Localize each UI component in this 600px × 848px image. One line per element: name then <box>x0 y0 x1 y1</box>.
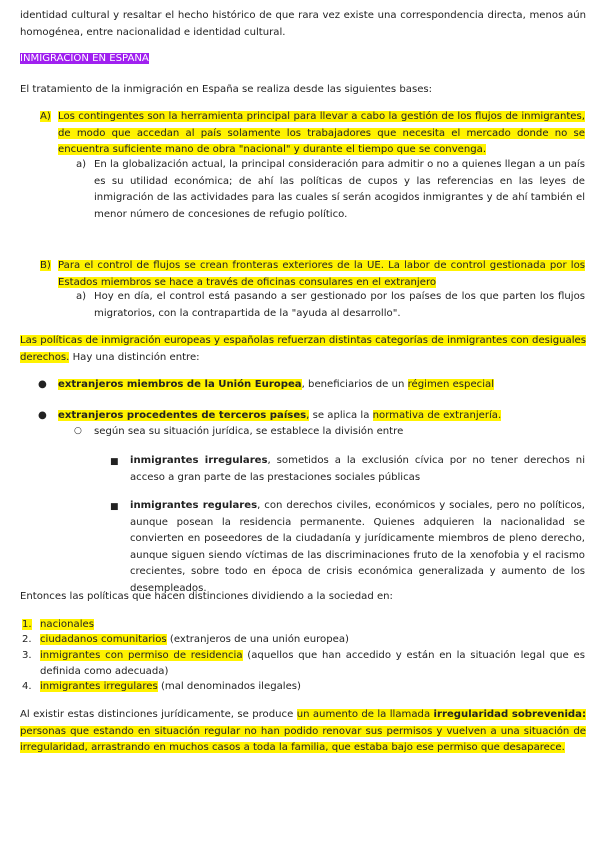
bullet-1-mid: , beneficiarios de un <box>301 379 408 390</box>
square-bullet-1: ■ <box>110 457 119 467</box>
politicas-paragraph <box>20 333 586 366</box>
bullet-1-dot: ● <box>38 379 47 390</box>
num-2-highlight: ciudadanos comunitarios <box>40 634 167 645</box>
bullet-2 <box>58 408 501 424</box>
num-2-marker: 2. <box>22 634 32 645</box>
bullet-2-comma: , <box>306 410 310 421</box>
item-a-text <box>58 109 585 159</box>
bullet-1-highlight: régimen especial <box>407 379 495 390</box>
politicas-rest: Hay una distinción entre: <box>69 351 200 363</box>
item-a-highlight: Los contingentes son la herramienta principal para llevar a cabo la gestión de los flujos de inmigrantes, de modo que accedan al país solamente los trabajadores que necesita el mercado donde no se encuentra suficiente mano de obra "nacional" y durante el tiempo que se convenga. <box>58 111 585 155</box>
square-bullet-2: ■ <box>110 502 119 512</box>
final-highlight-1: un aumento de la llamada <box>296 709 434 720</box>
item-b-highlight: Para el control de flujos se crean fronteras exteriores de la UE. La labor de control gestionada por los Estados miembros se hace a través de oficinas consulares en el extranjero <box>58 260 585 288</box>
intro-paragraph <box>20 8 586 41</box>
item-b-sub-text <box>94 289 585 322</box>
bullet-1 <box>58 377 494 393</box>
num-3 <box>22 648 32 664</box>
final-pre: Al existir estas distinciones jurídicamente, se produce <box>20 709 297 720</box>
item-b-marker <box>40 258 51 275</box>
entonces-text: Entonces las políticas que hacen distinciones dividiendo a la sociedad en: <box>20 591 393 602</box>
item-a-sub-content: En la globalización actual, la principal consideración para admitir o no a quienes llegan a un país es su utilidad económica; de ahí las políticas de cupos y las referencias en las leyes de inmigración de las actividades para las cuales sí serán acogidos inmigrantes y de ahí también el menor número de concesiones de refugio político. <box>94 159 585 220</box>
entonces-line <box>20 589 393 605</box>
num-2 <box>22 632 32 648</box>
num-4-marker: 4. <box>22 681 32 692</box>
irregulares-rest: , sometidos a la exclusión cívica por no tener derechos ni acceso a gran parte de las prestaciones sociales públicas <box>130 455 586 483</box>
irregulares-text <box>130 453 585 486</box>
circle-text <box>94 424 403 440</box>
bullet-2-bold: extranjeros procedentes de terceros países <box>58 410 307 421</box>
item-b-sub-content: Hoy en día, el control está pasando a ser gestionado por los países de los que parten los flujos migratorios, con la contrapartida de la "ayuda al desarrollo". <box>94 291 585 319</box>
circle-text-content: según sea su situación jurídica, se establece la división entre <box>94 426 404 437</box>
section-heading <box>20 51 149 67</box>
num-1 <box>22 617 32 633</box>
num-1-highlight: nacionales <box>40 619 94 630</box>
irregulares-bold: inmigrantes irregulares <box>130 455 268 466</box>
num-4-item <box>40 679 301 695</box>
item-b-marker-text: B) <box>40 260 51 271</box>
num-4 <box>22 679 32 695</box>
num-1-marker: 1. <box>22 619 32 630</box>
bases-intro-text: El tratamiento de la inmigración en España se realiza desde las siguientes bases: <box>20 84 433 95</box>
item-a-marker-text: A) <box>40 111 51 122</box>
num-1-item <box>40 617 94 633</box>
final-highlight-2: personas que estando en situación regular no han podido renovar sus permisos y vuelven a una situación de irregularidad, arrastrando en muchos casos a toda la familia, que estaba bajo ese permiso que desaparece. <box>20 725 586 753</box>
intro-text: identidad cultural y resaltar el hecho histórico de que rara vez existe una correspondencia directa, menos aún homogénea, entre nacionalidad e identidad cultural. <box>20 10 586 38</box>
bullet-1-bold: extranjeros miembros de la Unión Europea <box>58 379 302 390</box>
num-3-highlight: inmigrantes con permiso de residencia <box>40 650 243 661</box>
num-3-item <box>40 648 585 679</box>
num-3-marker: 3. <box>22 650 32 661</box>
item-a-sub-text <box>94 157 585 223</box>
num-4-highlight: inmigrantes irregulares <box>40 681 158 692</box>
item-a-sub-marker <box>76 157 86 174</box>
politicas-highlight: Las políticas de inmigración europeas y españolas refuerzan distintas categorías de inmigrantes con desiguales derechos. <box>20 335 586 363</box>
regulares-rest: , con derechos civiles, económicos y sociales, pero no políticos, aunque posean la residencia permanente. Quienes adquieren la nacionalidad se convierten en poseedores de la ciudadanía y jurídicamente miembros de pleno derecho, aunque siguen siendo víctimas de las discriminaciones fruto de la xenofobia y el racismo crecientes, sobre todo en época de crisis económica generalizada y aumento de los desempleados. <box>130 500 585 594</box>
bases-intro <box>20 82 432 98</box>
final-bold: irregularidad sobrevenida: <box>433 709 586 720</box>
item-b-sub-marker <box>76 289 86 306</box>
item-b-text <box>58 258 585 291</box>
section-heading-text: INMIGRACIÓN EN ESPAÑA <box>20 53 149 64</box>
item-a-marker <box>40 109 51 126</box>
num-3-rest: (aquellos que han accedido y están en la situación legal que es definida como adecuada) <box>40 650 585 677</box>
num-2-item <box>40 632 349 648</box>
num-4-rest: (mal denominados ilegales) <box>157 681 301 692</box>
item-a-sub-marker-text: a) <box>76 159 87 170</box>
bullet-2-highlight: normativa de extranjería. <box>372 410 502 421</box>
item-b-sub-marker-text: a) <box>76 291 87 302</box>
regulares-bold: inmigrantes regulares <box>130 500 258 511</box>
regulares-text <box>130 498 585 597</box>
circle-bullet: ○ <box>74 426 82 436</box>
num-2-rest: (extranjeros de una unión europea) <box>166 634 349 645</box>
final-paragraph <box>20 707 586 757</box>
bullet-2-mid: se aplica la <box>309 410 373 421</box>
bullet-2-dot: ● <box>38 410 47 421</box>
